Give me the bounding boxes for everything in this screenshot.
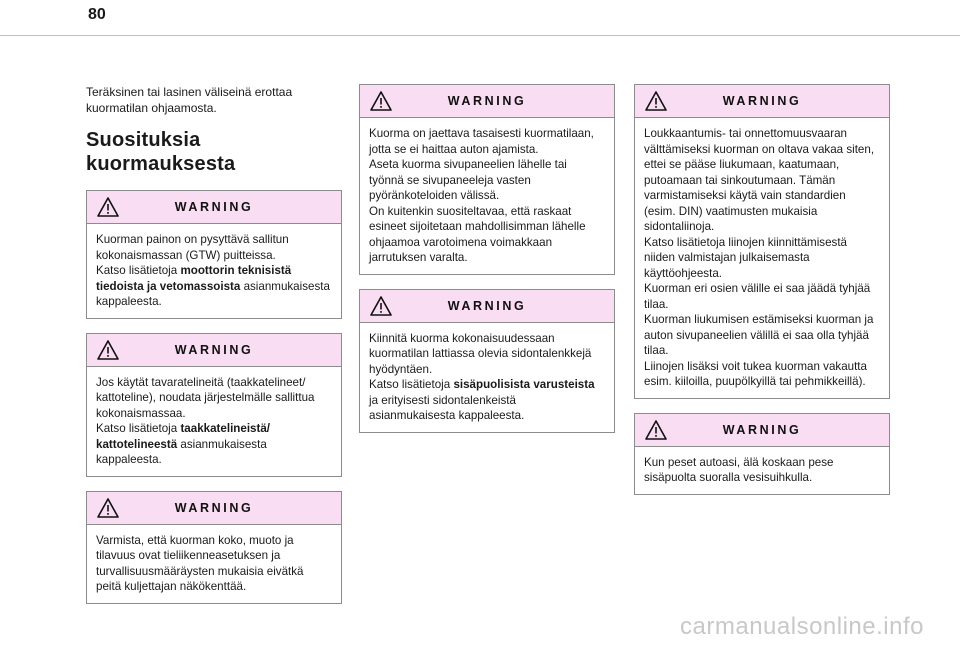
reference-suffix: asianmukaisesta kappaleesta.	[96, 279, 330, 308]
warning-header	[635, 85, 889, 118]
warning-box-2	[86, 333, 342, 477]
warning-text: Kuorma on jaettava tasaisesti kuormatilaan, jotta se ei haittaa auton ajamista.	[369, 127, 594, 156]
warning-triangle-icon	[370, 91, 392, 111]
warning-title: WARNING	[174, 342, 254, 357]
warning-text: Kun peset autoasi, älä koskaan pese sisäpuolta suoralla vesisuihkulla.	[644, 455, 834, 484]
warning-text: Katso lisätietoja liinojen kiinnittämisestä niiden valmistajan julkaisemasta käyttöohjeesta.	[644, 235, 847, 280]
reference-link-text: moottorin teknisistä tiedoista ja vetomassoista	[96, 264, 292, 293]
warning-box-6	[634, 84, 890, 399]
warning-box-5	[359, 289, 615, 433]
warning-title: WARNING	[174, 500, 254, 515]
reference-link-text: sisäpuolisista varusteista	[453, 378, 595, 391]
warning-title: WARNING	[722, 94, 802, 108]
warning-text: Kuorman eri osien välille ei saa jäädä tyhjää tilaa.	[644, 282, 871, 311]
warning-triangle-icon	[645, 91, 667, 111]
warning-text: On kuitenkin suositeltavaa, että raskaat esineet sijoitetaan mahdollisimman lähelle ohjaamoa varotoimena voimakkaan jarrutuksen varalta.	[369, 204, 586, 264]
warning-reference	[96, 263, 331, 310]
warning-body	[360, 118, 614, 274]
reference-suffix: ja erityisesti sidontalenkeistä asianmukaisesta kappaleesta.	[369, 393, 525, 422]
warning-title: WARNING	[722, 422, 802, 437]
warning-text: Aseta kuorma sivupaneelien lähelle tai työnnä se sivupaneeleja vasten pyöränkoteloiden välissä.	[369, 158, 567, 202]
warning-box-4	[359, 84, 615, 275]
reference-suffix: asianmukaisesta kappaleesta.	[96, 437, 267, 466]
warning-text: Liinojen lisäksi voit tukea kuorman vakautta esim. kiiloilla, puupölkyillä tai pehmikkeillä).	[644, 359, 867, 388]
warning-header	[360, 290, 614, 323]
watermark: carmanualsonline.info	[680, 613, 924, 640]
warning-text: Loukkaantumis- tai onnettomuusvaaran välttämiseksi kuorman on oltava vakaa siten, ettei se pääse liukumaan, kaatumaan, putoamaan tai sinkoutumaan. Tämän varmistamiseksi käytä vain standardien (esim. DIN) vaatimusten mukaisia sidontaliinoja.	[644, 127, 875, 233]
reference-prefix: Katso lisätietoja	[369, 378, 454, 391]
warning-header	[87, 334, 341, 367]
warning-text: Jos käytät tavaratelineitä (taakkatelineet/ kattoteline), noudata järjestelmälle sallittua kokonaismassaa.	[96, 375, 315, 420]
warning-reference	[369, 377, 604, 424]
column-1	[86, 84, 342, 618]
warning-box-3	[86, 491, 342, 604]
section-heading: Suosituksia kuormauksesta	[86, 129, 236, 175]
warning-text: Kiinnitä kuorma kokonaisuudessaan kuormatilan lattiassa olevia sidontalenkkejä hyödyntäen.	[369, 331, 592, 376]
warning-triangle-icon	[97, 197, 119, 217]
top-divider	[0, 35, 960, 36]
warning-triangle-icon	[645, 420, 667, 440]
warning-title: WARNING	[174, 200, 254, 214]
reference-prefix: Katso lisätietoja	[96, 422, 181, 435]
warning-text: Kuorman liukumisen estämiseksi kuorman ja auton sivupaneelien välillä ei saa olla tyhjää tilaa.	[644, 313, 874, 357]
warning-header	[87, 191, 341, 224]
reference-link-text: taakkatelineistä/ kattotelineestä	[96, 422, 271, 451]
warning-header	[87, 492, 341, 525]
warning-triangle-icon	[97, 340, 119, 360]
warning-body	[87, 224, 341, 318]
warning-body	[635, 118, 889, 398]
column-2	[359, 84, 615, 447]
warning-body	[87, 525, 341, 603]
warning-title: WARNING	[447, 298, 527, 313]
warning-title: WARNING	[447, 94, 527, 108]
intro-text: Teräksinen tai lasinen väliseinä erottaa kuormatilan ohjaamosta.	[86, 85, 293, 115]
reference-prefix: Katso lisätietoja	[96, 264, 181, 277]
warning-triangle-icon	[97, 498, 119, 518]
warning-box-1	[86, 190, 342, 319]
warning-body	[87, 367, 341, 476]
page-number: 80	[88, 6, 106, 23]
warning-body	[360, 323, 614, 432]
warning-header	[360, 85, 614, 118]
warning-body	[635, 447, 889, 494]
warning-reference	[96, 421, 331, 468]
warning-text: Kuorman painon on pysyttävä sallitun kokonaismassan (GTW) puitteissa.	[96, 233, 289, 262]
warning-box-7	[634, 413, 890, 495]
warning-triangle-icon	[370, 296, 392, 316]
column-3	[634, 84, 890, 509]
warning-header	[635, 414, 889, 447]
warning-text: Varmista, että kuorman koko, muoto ja tilavuus ovat tieliikenneasetuksen ja turvallisuusmääräysten mukaisia eivätkä peitä kuljettajan näkökenttää.	[96, 533, 304, 593]
